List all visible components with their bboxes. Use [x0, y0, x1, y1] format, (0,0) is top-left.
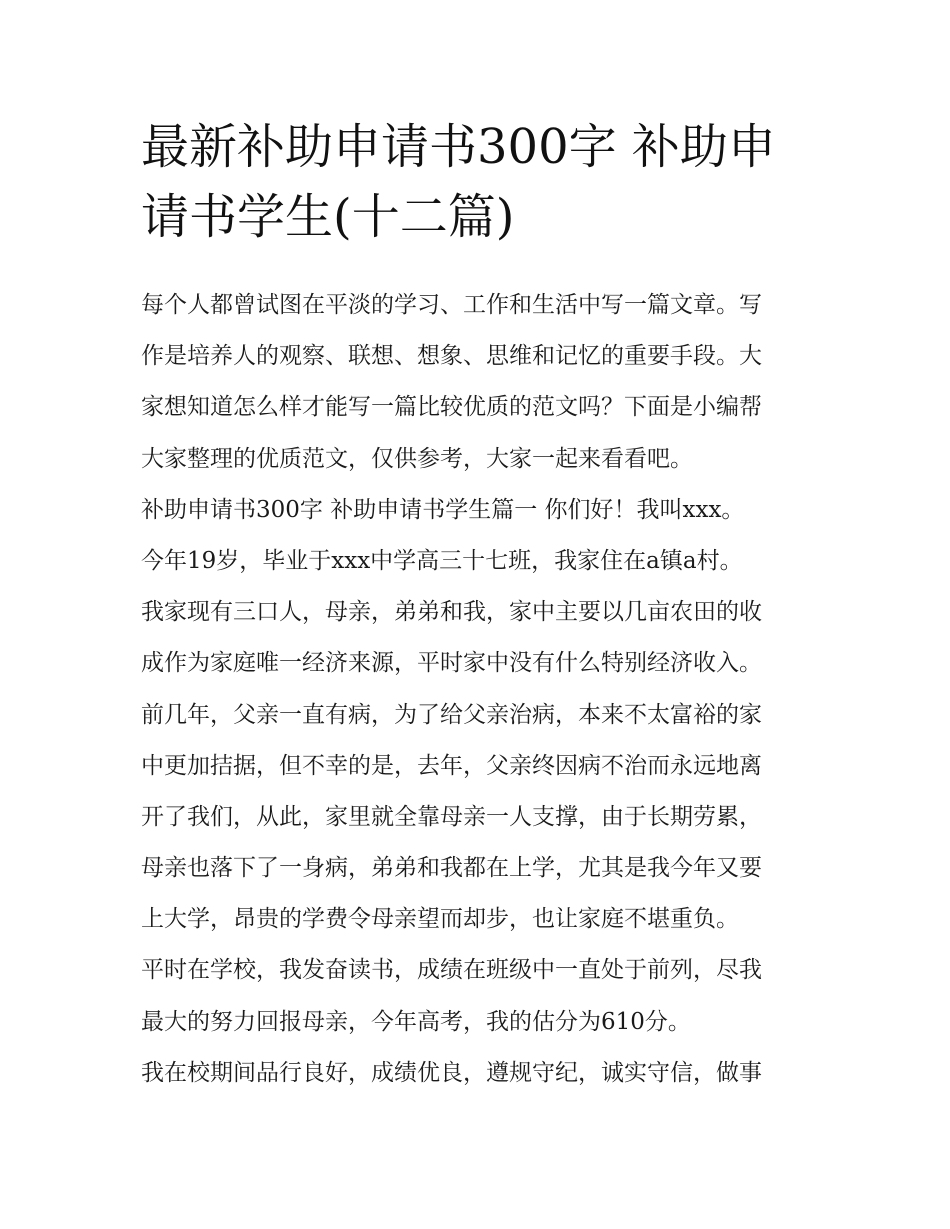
body-line-15: 最大的努力回报母亲，今年高考，我的估分为610分。	[141, 1008, 691, 1035]
body-line-6: 今年19岁，毕业于xxx中学高三十七班，我家住在a镇a村。	[141, 547, 743, 574]
document-title	[141, 112, 821, 252]
body-line-7: 我家现有三口人，母亲，弟弟和我，家中主要以几亩农田的收	[141, 599, 762, 626]
body-line-4: 大家整理的优质范文，仅供参考，大家一起来看看吧。	[141, 445, 693, 472]
body-line-9: 前几年，父亲一直有病，为了给父亲治病，本来不太富裕的家	[141, 701, 762, 728]
document-body	[141, 280, 821, 1099]
body-line-8: 成作为家庭唯一经济来源，平时家中没有什么特别经济收入。	[141, 650, 762, 677]
body-line-1: 每个人都曾试图在平淡的学习、工作和生活中写一篇文章。写	[141, 292, 762, 318]
title-line-1: 最新补助申请书300字 补助申	[141, 119, 776, 175]
body-paragraph	[141, 280, 821, 1099]
body-line-13: 上大学，昂贵的学费令母亲望而却步，也让家庭不堪重负。	[141, 906, 739, 933]
body-line-5: 补助申请书300字 补助申请书学生篇一 你们好！我叫xxx。	[141, 496, 745, 523]
body-line-14: 平时在学校，我发奋读书，成绩在班级中一直处于前列，尽我	[141, 957, 762, 984]
body-line-3: 家想知道怎么样才能写一篇比较优质的范文吗？下面是小编帮	[141, 394, 762, 421]
body-line-16: 我在校期间品行良好，成绩优良，遵规守纪，诚实守信，做事	[141, 1059, 762, 1086]
body-line-12: 母亲也落下了一身病，弟弟和我都在上学，尤其是我今年又要	[141, 855, 762, 882]
body-line-10: 中更加拮据，但不幸的是，去年，父亲终因病不治而永远地离	[141, 752, 762, 779]
title-line-2: 请书学生(十二篇)	[141, 189, 515, 245]
body-line-11: 开了我们，从此，家里就全靠母亲一人支撑，由于长期劳累，	[141, 803, 762, 830]
body-line-2: 作是培养人的观察、联想、想象、思维和记忆的重要手段。大	[141, 343, 762, 370]
